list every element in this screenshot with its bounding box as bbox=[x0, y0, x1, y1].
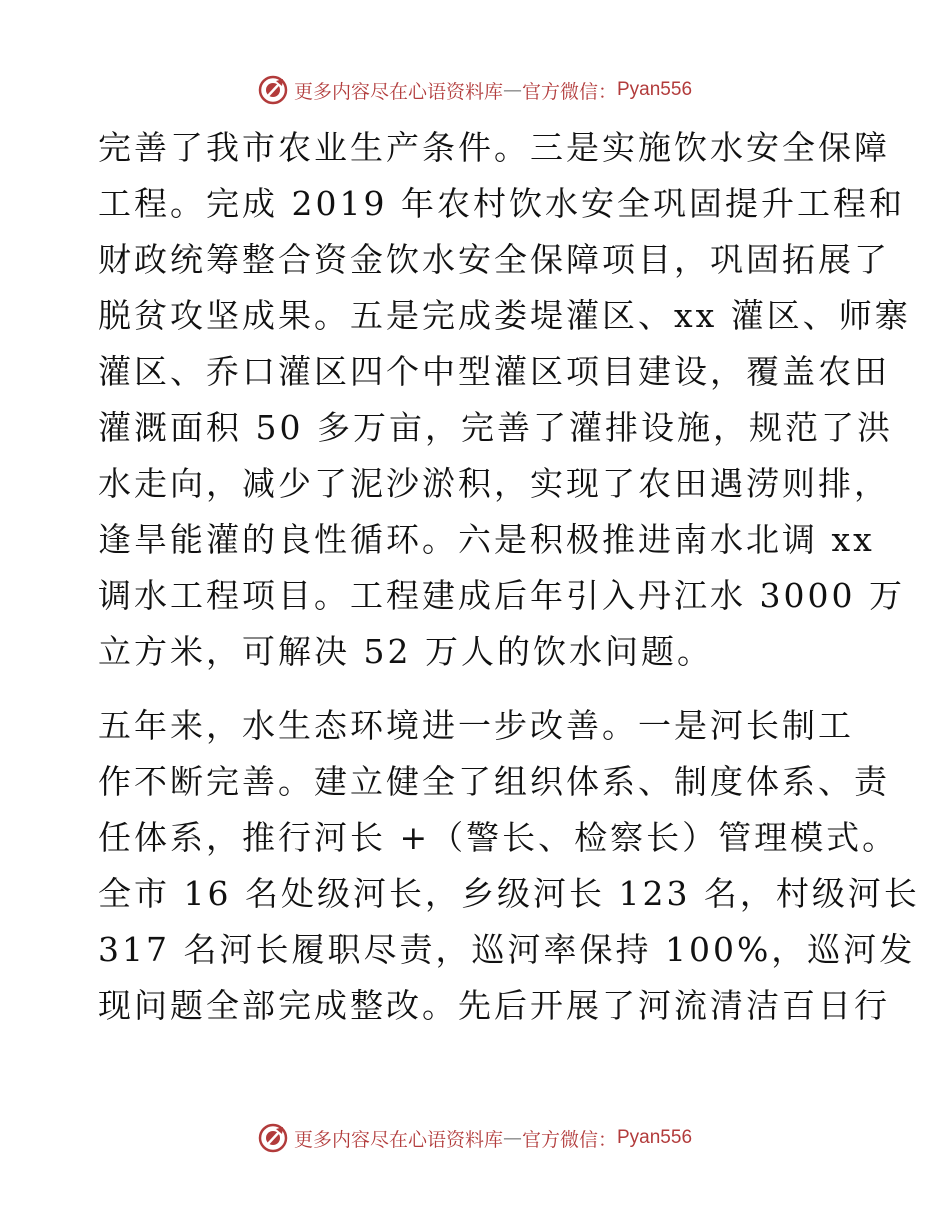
watermark-wechat-label: 官方微信： bbox=[521, 80, 617, 103]
text-line: 逢旱能灌的良性循环。六是积极推进南水北调 xx bbox=[98, 520, 875, 559]
paragraph-1 bbox=[98, 120, 911, 680]
paragraph-spacer bbox=[98, 680, 858, 698]
text-line: 脱贫攻坚成果。五是完成娄堤灌区、xx 灌区、师寨 bbox=[98, 296, 911, 335]
paragraph-2 bbox=[98, 698, 920, 1034]
text-line: 五年来，水生态环境进一步改善。一是河长制工 bbox=[98, 706, 854, 745]
text-line: 灌溉面积 50 多万亩，完善了灌排设施，规范了洪 bbox=[98, 408, 893, 447]
header-watermark bbox=[0, 70, 950, 110]
library-logo-icon bbox=[258, 75, 288, 105]
text-line: 现问题全部完成整改。先后开展了河流清洁百日行 bbox=[98, 986, 890, 1025]
watermark-separator: — bbox=[502, 79, 522, 101]
text-line: 任体系，推行河长 +（警长、检察长）管理模式。 bbox=[98, 818, 899, 857]
footer-watermark bbox=[0, 1118, 950, 1158]
watermark-wechat-label: 官方微信： bbox=[521, 1128, 617, 1151]
text-line: 灌区、乔口灌区四个中型灌区项目建设，覆盖农田 bbox=[98, 352, 890, 391]
watermark-wechat-account: Pyan556 bbox=[617, 1127, 693, 1148]
text-line: 财政统筹整合资金饮水安全保障项目，巩固拓展了 bbox=[98, 240, 890, 279]
text-line: 317 名河长履职尽责，巡河率保持 100%，巡河发 bbox=[98, 930, 916, 969]
watermark-text: 更多内容尽在心语资料库 bbox=[293, 80, 503, 103]
text-line: 作不断完善。建立健全了组织体系、制度体系、责 bbox=[98, 762, 890, 801]
library-logo-icon bbox=[258, 1123, 288, 1153]
text-line: 水走向，减少了泥沙淤积，实现了农田遇涝则排， bbox=[98, 464, 890, 503]
text-line: 立方米，可解决 52 万人的饮水问题。 bbox=[98, 632, 713, 671]
watermark-wechat-account: Pyan556 bbox=[617, 79, 693, 100]
document-body bbox=[98, 120, 920, 1034]
text-line: 调水工程项目。工程建成后年引入丹江水 3000 万 bbox=[98, 576, 905, 615]
watermark-separator: — bbox=[502, 1127, 522, 1149]
text-line: 全市 16 名处级河长，乡级河长 123 名，村级河长 bbox=[98, 874, 920, 913]
text-line: 完善了我市农业生产条件。三是实施饮水安全保障 bbox=[98, 128, 890, 167]
text-line: 工程。完成 2019 年农村饮水安全巩固提升工程和 bbox=[98, 184, 905, 223]
watermark-text: 更多内容尽在心语资料库 bbox=[293, 1128, 503, 1151]
